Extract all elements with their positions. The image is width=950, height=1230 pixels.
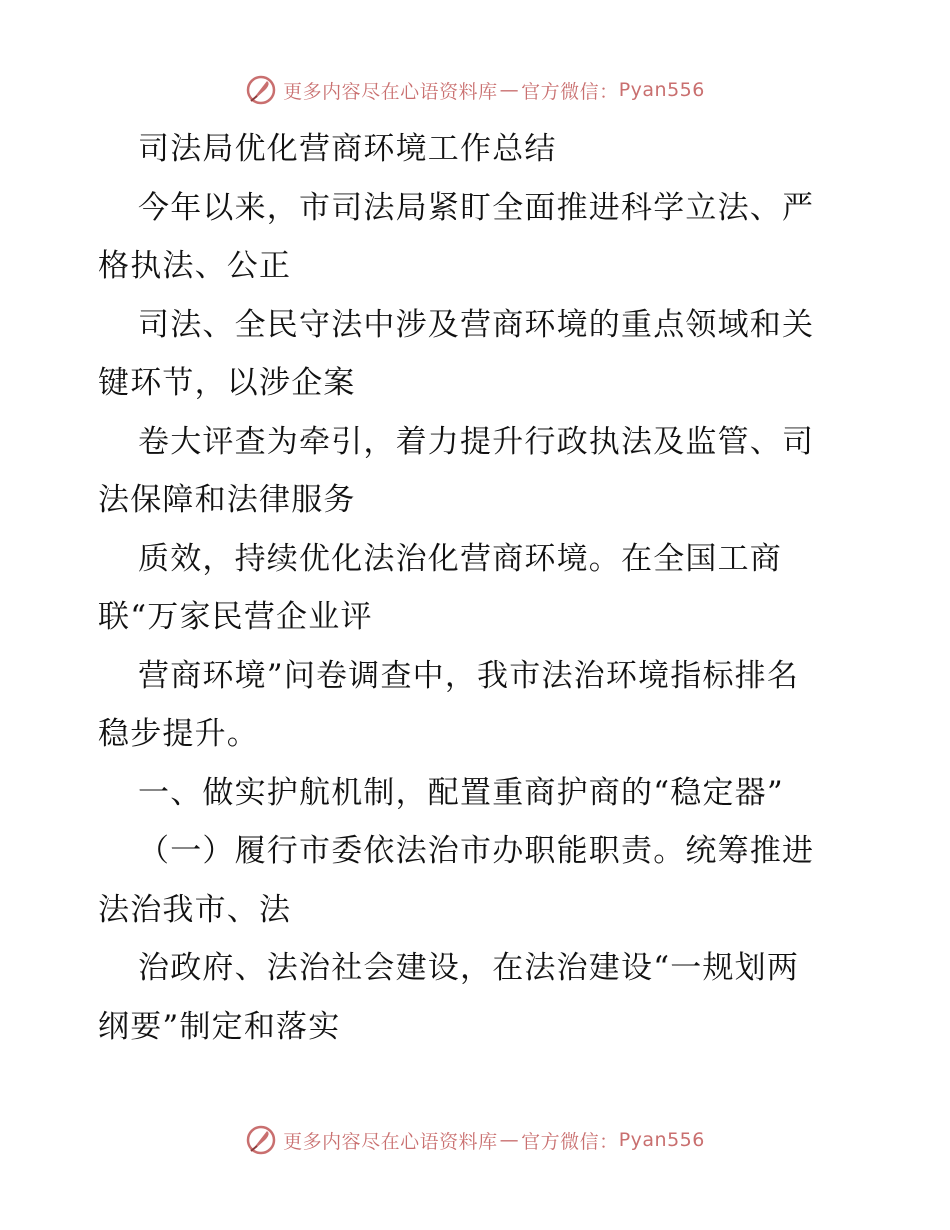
document-line: 键环节，以涉企案 [98, 365, 356, 401]
banner-contact-label: 官方微信： [521, 1130, 619, 1153]
banner-contact-id: Pyan556 [618, 79, 705, 101]
document-line: 一、做实护航机制，配置重商护商的“稳定器” [138, 774, 784, 811]
document-line: 格执法、公正 [98, 248, 292, 284]
document-line: 司法局优化营商环境工作总结 [138, 131, 557, 167]
feather-pen-logo-icon [245, 74, 277, 106]
document-line: 纲要”制定和落实 [98, 1008, 341, 1045]
document-line: 营商环境”问卷调查中，我市法治环境指标排名 [138, 657, 800, 694]
banner-contact-label: 官方微信： [521, 80, 619, 103]
header-watermark-banner [0, 70, 950, 110]
banner-brand-text: 更多内容尽在心语资料库 [283, 80, 498, 103]
feather-pen-logo-icon [245, 1124, 277, 1156]
banner-separator: — [499, 1129, 520, 1151]
document-line: 质效，持续优化法治化营商环境。在全国工商 [138, 540, 782, 577]
document-line: 治政府、法治社会建设，在法治建设“一规划两 [138, 950, 800, 986]
document-body [98, 120, 858, 1056]
footer-watermark-banner [0, 1120, 950, 1160]
document-line: 今年以来，市司法局紧盯全面推进科学立法、严 [138, 189, 815, 226]
document-line: 卷大评查为牵引，着力提升行政执法及监管、司 [138, 423, 815, 460]
document-line: 法治我市、法 [98, 891, 292, 928]
banner-contact-id: Pyan556 [618, 1129, 705, 1151]
document-line: （一）履行市委依法治市办职能职责。统筹推进 [138, 833, 815, 869]
document-line: 法保障和法律服务 [98, 482, 356, 518]
document-line: 联“万家民营企业评 [98, 599, 373, 635]
document-line: 稳步提升。 [98, 716, 259, 752]
banner-brand-text: 更多内容尽在心语资料库 [283, 1130, 498, 1153]
document-line: 司法、全民守法中涉及营商环境的重点领域和关 [138, 306, 815, 343]
banner-separator: — [499, 79, 520, 101]
